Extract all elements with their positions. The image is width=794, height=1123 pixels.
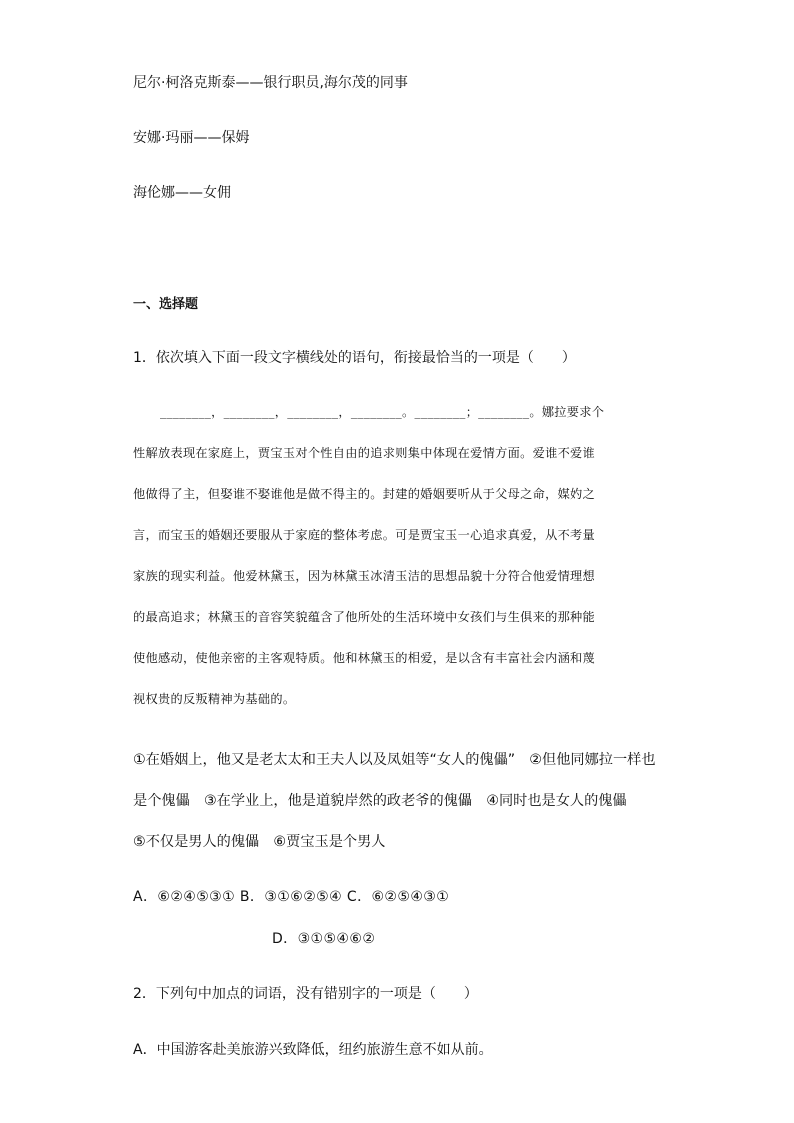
section-heading: 一、选择题 [133, 297, 199, 312]
passage-line: 性解放表现在家庭上，贾宝玉对个性自由的追求则集中体现在爱情方面。爱谁不爱谁 [133, 446, 596, 460]
passage-line: ________，________，________，________。________；________。娜拉要求个 [160, 405, 605, 419]
question-1-answer-choice-d: D．③①⑤④⑥② [272, 931, 376, 947]
question-2-stem: 2．下列句中加点的词语，没有错别字的一项是（ ） [133, 986, 478, 1002]
question-1-answer-choices: A．⑥②④⑤③① B．③①⑥②⑤④ C．⑥②⑤④③① [133, 889, 450, 905]
question-1-sentence-options: ①在婚姻上，他又是老太太和王夫人以及凤姐等“女人的傀儡” ②但他同娜拉一样也 [133, 752, 656, 768]
passage-line: 他做得了主，但娶谁不娶谁他是做不得主的。封建的婚姻要听从于父母之命，媒妁之 [133, 487, 596, 501]
passage-line: 家族的现实利益。他爱林黛玉，因为林黛玉冰清玉洁的思想品貌十分符合他爱情理想 [133, 569, 596, 583]
question-1-sentence-options: 是个傀儡 ③在学业上，他是道貌岸然的政老爷的傀儡 ④同时也是女人的傀儡 [133, 793, 627, 809]
question-1-stem: 1．依次填入下面一段文字横线处的语句，衔接最恰当的一项是（ ） [133, 350, 576, 366]
passage-line: 言，而宝玉的婚姻还要服从于家庭的整体考虑。可是贾宝玉一心追求真爱，从不考量 [133, 528, 596, 542]
passage-line: 视权贵的反叛精神为基础的。 [133, 692, 296, 706]
question-2-option-a: A．中国游客赴美旅游兴致降低，纽约旅游生意不如从前。 [133, 1042, 493, 1058]
passage-line: 的最高追求；林黛玉的音容笑貌蕴含了他所处的生活环境中女孩们与生俱来的那种能 [133, 610, 596, 624]
cast-line-anna-marie: 安娜·玛丽——保姆 [133, 130, 250, 146]
cast-line-helena: 海伦娜——女佣 [133, 185, 231, 201]
question-1-sentence-options: ⑤不仅是男人的傀儡 ⑥贾宝玉是个男人 [133, 834, 386, 850]
passage-line: 使他感动，使他亲密的主客观特质。他和林黛玉的相爱，是以含有丰富社会内涵和蔑 [133, 651, 596, 665]
cast-line-krogstad: 尼尔·柯洛克斯泰——银行职员,海尔茂的同事 [133, 75, 408, 91]
